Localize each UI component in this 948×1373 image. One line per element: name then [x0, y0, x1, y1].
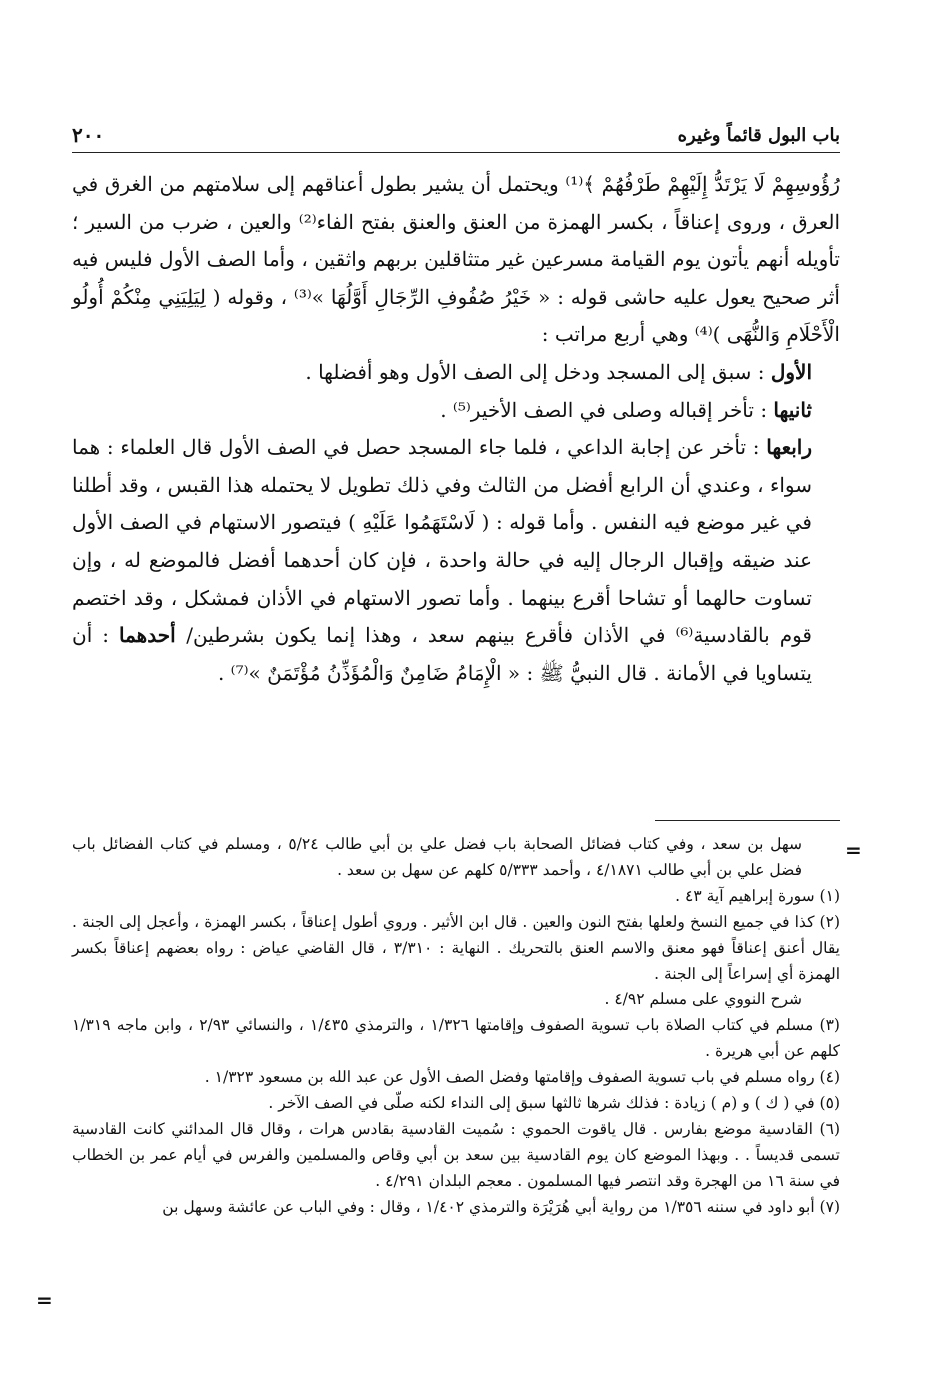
- rank-first-label: الأول: [770, 359, 812, 384]
- footnote-4: (٤) رواه مسلم في باب تسوية الصفوف وإقامتها وفضل الصف الأول عن عبد الله بن مسعود ١/٣٢٣ .: [204, 1068, 840, 1087]
- continuation-marker-top: =: [845, 838, 862, 862]
- footnote-5: (٥) في ( ك ) و (م ) زيادة : فذلك شرها ثالثها سبق إلى النداء لكنه صلّى في الصف الآخر .: [268, 1094, 840, 1113]
- rank-second-text: : تأخر إقباله وصلى في الصف الأخير⁽⁵⁾ .: [440, 397, 774, 422]
- rank-fourth: [72, 429, 840, 692]
- page-number: ٢٠٠: [72, 123, 105, 147]
- condition-one-label: أحدهما: [119, 623, 187, 648]
- rank-first: [72, 354, 840, 392]
- rank-fourth-text: : تأخر عن إجابة الداعي ، فلما جاء المسجد حصل في الصف الأول قال العلماء : هما سواء ، وعندي أن الرابع أفضل من الثالث وفي ذلك تطويل لا يحتمله هذا القبس ، وقد أطلنا في غير موضع فيه النفس . وأما قوله : ( لَاسْتَهَمُوا عَلَيْهِ ) فيتصور الاستهام في الصف الأول عند ضيقه وإقبال الرجال إليه في حالة واحدة ، فإن كان أحدهما أفضل فالموضع له ، وإن تساوت حالهما أو تشاحا أقرع بينهما . وأما تصور الاستهام في الأذان فمشكل ، وقد اختصم قوم بالقادسية⁽⁶⁾ في الأذان فأقرع بينهم سعد ، وهذا إنما يكون بشرطين/: [72, 435, 812, 648]
- footnote-6: (٦) القادسية موضع بفارس . قال ياقوت الحموي : سُميت القادسية بقادس هرات ، وقال قال المدائني كانت القادسية تسمى قديساً . . وبهذا الموضع كان يوم القادسية بين سعد بن أبي وقاص والمسلمين والفرس في أيام عمر بن الخطاب في سنة ١٦ من الهجرة وقد انتصر فيها المسلمون . معجم البلدان ٤/٢٩١ .: [72, 1119, 840, 1190]
- rank-second: [72, 392, 840, 430]
- paragraph-1: رُؤُوسِهِمْ لَا يَرْتَدُّ إِلَيْهِمْ طَرْفُهُمْ ﴾⁽¹⁾ ويحتمل أن يشير بطول أعناقهم إلى سلامتهم من الغرق في العرق ، وروى إعناقاً ، بكسر الهمزة من العنق والعنق بفتح الفاء⁽²⁾ والعين ، ضرب من السير ؛ تأويله أنهم يأتون يوم القيامة مسرعين غير متثاقلين بربهم واثقين ، وأما الصف الأول فليس فيه أثر صحيح يعول عليه حاشى قوله : « خَيْرُ صُفُوفِ الرِّجَالِ أَوَّلُهَا »⁽³⁾ ، وقوله ( لِيَلِيَنِي مِنْكُمْ أُولُو الْأَحْلَامِ وَالنُّهَى )⁽⁴⁾ وهي أربع مراتب :: [72, 172, 840, 347]
- chapter-title: باب البول قائماً وغيره: [677, 124, 840, 146]
- main-text: [72, 166, 840, 692]
- footnote-1: (١) سورة إبراهيم آية ٤٣ .: [675, 886, 840, 905]
- rank-second-label: ثانيها: [773, 397, 812, 422]
- footnote-separator: [655, 820, 840, 821]
- footnote-7: (٧) أبو داود في سننه ١/٣٥٦ من رواية أبي هُرَيْرَة والترمذي ١/٤٠٢ ، وقال : وفي الباب عن عائشة وسهل بن: [162, 1197, 840, 1216]
- continuation-marker-bottom: =: [36, 1288, 53, 1312]
- footnote-carryover: سهل بن سعد ، وفي كتاب فضائل الصحابة باب فضل علي بن أبي طالب ٥/٢٤ ، ومسلم في كتاب الفضائل باب فضل علي بن أبي طالب ٤/١٨٧١ ، وأحمد ٥/٣٣٣ كلهم عن سهل بن سعد .: [72, 835, 802, 879]
- running-header: [72, 118, 840, 153]
- paragraph-end: : أن يتساويا في الأمانة . قال النبيُّ ﷺ : « الْإِمَامُ ضَامِنٌ وَالْمُؤَذِّنُ مُؤْتَمَنٌ »⁽⁷⁾ .: [72, 623, 812, 685]
- footnote-3: (٣) مسلم في كتاب الصلاة باب تسوية الصفوف وإقامتها ١/٣٢٦ ، والترمذي ١/٤٣٥ ، والنسائي ٢/٩٣ ، وابن ماجه ١/٣١٩ كلهم عن أبي هريرة .: [72, 1016, 840, 1061]
- rank-first-text: : سبق إلى المسجد ودخل إلى الصف الأول وهو أفضلها .: [305, 359, 771, 384]
- footnotes: [72, 832, 840, 1221]
- rank-fourth-label: رابعها: [766, 435, 812, 460]
- footnote-2-continued: شرح النووي على مسلم ٤/٩٢ .: [604, 990, 802, 1009]
- footnote-2: (٢) كذا في جميع النسخ ولعلها بفتح النون والعين . قال ابن الأثير . وروي أطول إعناقاً ، بكسر الهمزة ، وأعجل إلى الجنة . يقال أعنق إعناقاً فهو معنق والاسم العنق بالتحريك . النهاية : ٣/٣١٠ ، قال القاضي عياض : رواه بعضهم إعناقاً بكسر الهمزة أي إسراعاً إلى الجنة .: [72, 912, 840, 983]
